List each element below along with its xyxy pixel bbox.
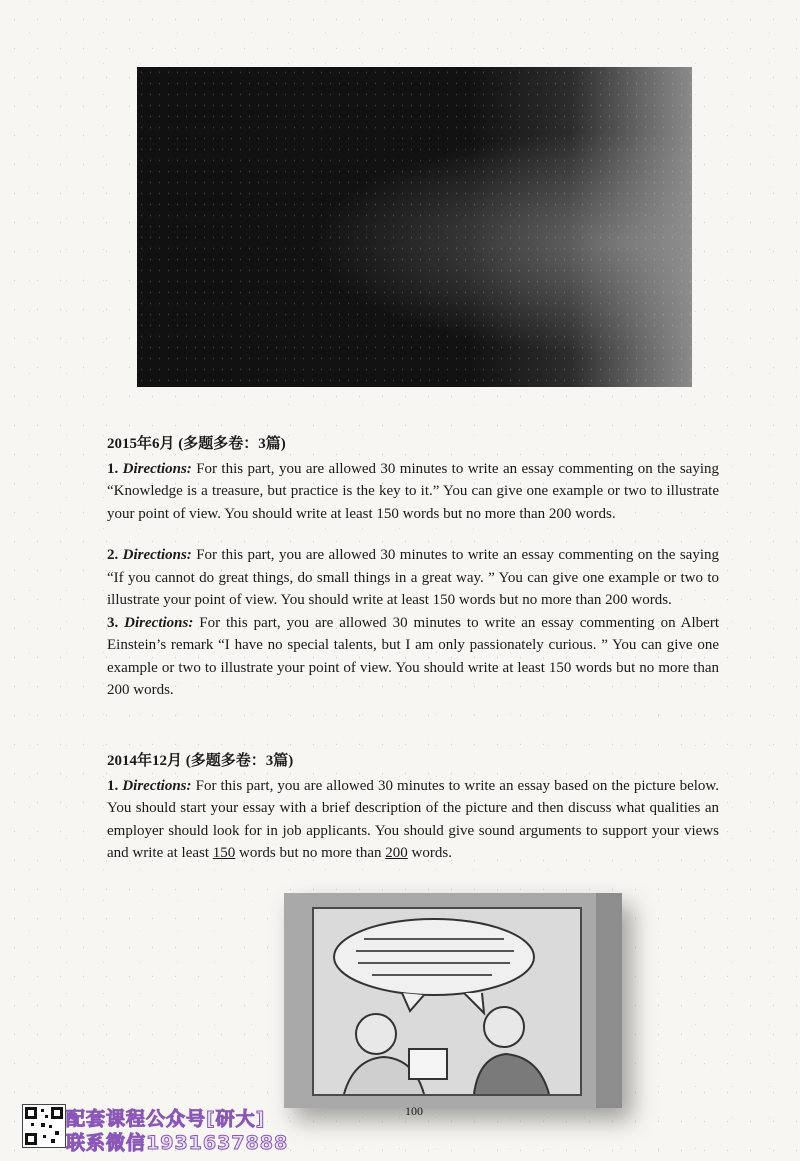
directions-text: For this part, you are allowed 30 minutes to write an essay commenting on Albert Einstein’s remark “I have no special talents, but I am only passionately curious. ” You can give one example or two to illustrate your point of view. You should write at least 150 words but no more than 200 words. — [107, 614, 719, 698]
watermark-line-2: 联系微信1931637888 — [66, 1132, 289, 1154]
item-number: 1. — [107, 460, 119, 477]
max-words: 200 — [385, 845, 408, 861]
cartoon-drawing — [314, 909, 580, 1094]
cartoon-image — [284, 893, 622, 1108]
watermark-line-1: 配套课程公众号[研大] — [66, 1108, 266, 1130]
section-heading: 2014年12月 (多题多卷：3篇) — [107, 753, 294, 769]
directions-text: For this part, you are allowed 30 minutes to write an essay commenting on the saying “If you cannot do great things, do small things in a great way. ” You can give one example or two to illustrate your point of view. You should write at least 150 words but no more than 200 words. — [107, 547, 719, 608]
directions-item-3 — [107, 612, 719, 702]
item-number: 1. — [107, 777, 119, 794]
directions-text: For this part, you are allowed 30 minutes to write an essay commenting on the saying “Knowledge is a treasure, but practice is the key to it.” You can give one example or two to illustrate your point of view. You should write at least 150 words but no more than 200 words. — [107, 460, 719, 522]
directions-item-1 — [107, 458, 719, 526]
section-heading: 2015年6月 (多题多卷：3篇) — [107, 436, 286, 452]
directions-text: words but no more than — [235, 845, 386, 861]
item-number: 3. — [107, 614, 119, 631]
qr-code-icon — [22, 1104, 66, 1148]
directions-item-2 — [107, 544, 719, 612]
item-number: 2. — [107, 547, 119, 563]
dark-photo-image — [137, 67, 692, 387]
section-2014 — [107, 750, 719, 865]
directions-text: words. — [407, 845, 452, 861]
cartoon-panel — [312, 907, 582, 1096]
directions-label: Directions: — [124, 614, 194, 631]
directions-label: Directions: — [122, 777, 192, 794]
cartoon-frame-edge — [596, 893, 622, 1108]
directions-item-1 — [107, 775, 719, 865]
directions-label: Directions: — [122, 547, 192, 563]
section-2015 — [107, 433, 719, 702]
directions-label: Directions: — [122, 460, 192, 477]
min-words: 150 — [212, 845, 236, 861]
page-number: 100 — [405, 1104, 423, 1118]
directions-text: For this part, you are allowed 30 minutes to write an essay based on the picture below. You should start your essay with a brief description of the picture and then discuss what qualities an employer should look for in job applicants. You should give sound arguments to support your views and write at least — [107, 777, 719, 861]
